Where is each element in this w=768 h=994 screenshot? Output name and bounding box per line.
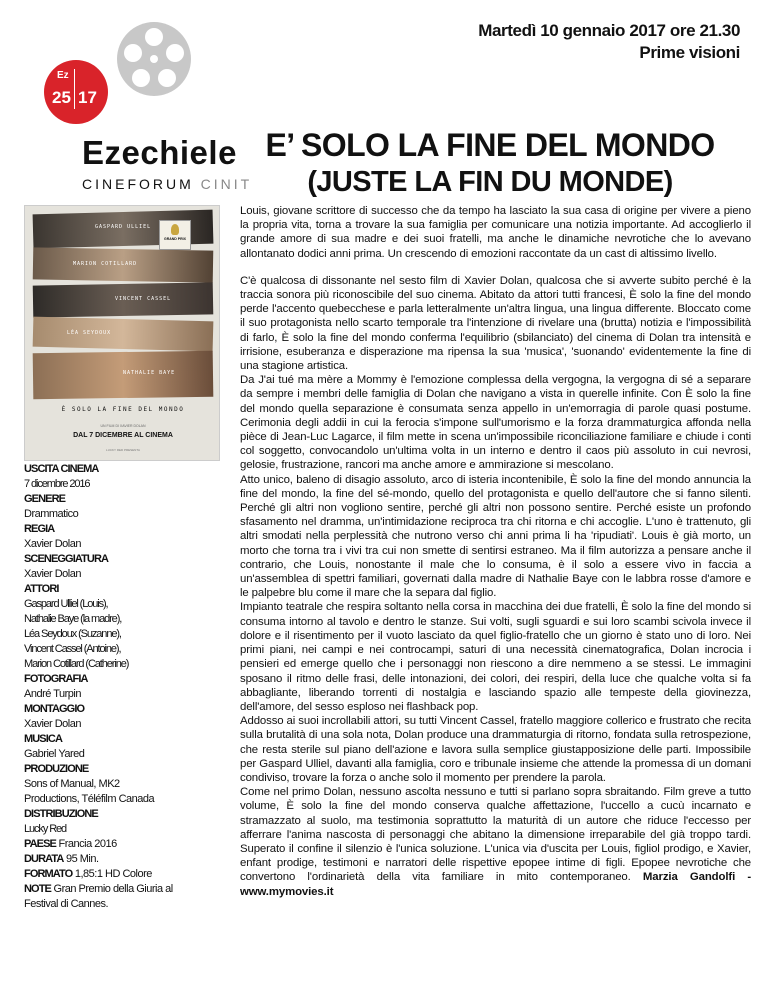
credit-value-distribution: Lucky Red xyxy=(24,823,67,835)
poster-footer-line: LUCKY RED PRESENTA xyxy=(106,448,140,452)
credit-value-country: Francia 2016 xyxy=(58,838,117,850)
credit-label-country: PAESE xyxy=(24,838,56,850)
credit-label-actors: ATTORI xyxy=(24,583,59,595)
credit-actor-4: Vincent Cassel (Antoine), xyxy=(24,643,121,655)
film-poster xyxy=(24,205,220,461)
credit-label-genre: GENERE xyxy=(24,493,66,505)
brand-subtitle xyxy=(82,176,252,192)
credit-label-release: USCITA CINEMA xyxy=(24,463,99,475)
credit-label-music: MUSICA xyxy=(24,733,62,745)
screening-info xyxy=(478,20,740,64)
poster-cast-1: GASPARD ULLIEL xyxy=(95,224,152,230)
review-paragraph-3: Atto unico, baleno di disagio assoluto, arco di isteria incontenibile, È solo la fine del mondo annuncia la fine del mondo, la fine del sé-mondo, quello del protagonista e quello dell'autore che si fanno silenti. Perché gli altri non vogliono sentire, perché gli altri non possono sentire. Perché esiste un profondo sfasamento nel dramma, un'intimidazione reciproca tra chi ritorna e chi accoglie. L'uno è trattenuto, gli altri smodati nella perplessità che nutrono verso chi anni prima li ha 'ripudiati'. Louis è già morto, un morto che torna tra i vivi tra cui non smette di sentirsi estraneo. Ma il film autorizza a pensare anche il contrario, che Louis, nonostante il male che lo consuma, è il solo a essere vivo in faccia a un'assemblea di spettri familiari, governati dalla madre di Nathalie Baye con le labbra rosse d'amore e le palpebre blu come il mare che la separa dal figlio. xyxy=(240,473,751,600)
poster-title: È SOLO LA FINE DEL MONDO xyxy=(61,406,185,413)
credit-label-duration: DURATA xyxy=(24,853,64,865)
poster-strip-4 xyxy=(33,317,214,352)
review-paragraph-6 xyxy=(240,785,751,899)
film-original-title: (JUSTE LA FIN DU MONDE) xyxy=(307,166,673,198)
review-paragraph-4: Impianto teatrale che respira soltanto nella corsa in macchina dei due fratelli, È solo la fine del mondo si consuma intorno al tavolo e dentro le stanze. Sui volti, sugli sguardi e sui loro scambi scivola invece il dolore e il risentimento per il vuoto lasciato da quel figlio-fratello che un giorno è stato uno di loro. Nei primi piani, nei campi e nei controcampi, saturi di una necessità cinematografica, Dolan incrocia i pensieri ed emerge quello che i personaggi non riescono a dire nemmeno a se stessi. Le immagini sposano il ritmo delle frasi, delle intonazioni, dei colori, dei respiri, della luce che qualche volta si fa abbagliante, liberando torrenti di nostalgia e lasciando spazio alle tempeste della giovinezza, dell'amore, del sesso esploso nei flashback pop. xyxy=(240,601,751,713)
credit-country xyxy=(24,837,224,852)
screening-date: Martedì 10 gennaio 2017 ore 21.30 xyxy=(478,21,740,40)
palm-icon xyxy=(171,224,179,235)
screening-category: Prime visioni xyxy=(639,43,740,62)
credit-format xyxy=(24,867,224,882)
credit-label-distribution: DISTRIBUZIONE xyxy=(24,808,98,820)
credit-production-1: Sons of Manual, MK2 xyxy=(24,778,120,790)
film-reel-icon xyxy=(115,20,193,98)
review-article xyxy=(240,204,751,899)
synopsis-paragraph: Louis, giovane scrittore di successo che da tempo ha lasciato la sua casa di origine per vivere a pieno la propria vita, torna a trovare la sua famiglia per comunicare una notizia importante. Ad accoglierlo il grande amore di sua madre e dei suoi fratelli, ma anche le dinamiche nevrotiche che lo avevano allontanato dodici anni prima. Un crescendo di emozioni raccontate da un cast di altissimo livello. xyxy=(240,205,751,260)
review-paragraph-2: Da J'ai tué ma mère a Mommy è l'emozione complessa della vergogna, la vergogna di sé a separare da sempre i membri delle famiglia di Dolan che navigano a vista in querelle infinite. Con È solo la fine del mondo quella separazione è consumata senza appello in un'emorragia di parole quasi postume. Cerimonia degli addii in cui la ferocia s'impone sull'umorismo e la forza drammaturgica affonda nella pièce di Jean-Luc Lagarce, il film mette in scena un'impossibile riconciliazione familiare e chiude i conti col soggetto, convocandolo un'ultima volta in un interno e dentro il caos più assoluto in cui nevrosi, gelosie, frustrazione, rancori ma anche amore e ammirazione si mescolano. xyxy=(240,374,751,472)
review-paragraph-1: C'è qualcosa di dissonante nel sesto film di Xavier Dolan, qualcosa che si avverte subito perché è la traccia sonora più riconoscibile del suo cinema. Abitato da attori tutti francesi, È solo la fine del mondo perde l'accento quebecchese e parla letteralmente un'altra lingua, una lingua differente. Bloccato come il suo protagonista nello scarto temporale tra l'intenzione di rivelare una (brutta) notizia e l'impossibilità di farlo, È solo la fine del mondo conferma l'equilibrio (sbilanciato) del cinema di Dolan tra intensità e irrisione, esuberanza e disperazione ma ripensa la sua 'musica', 'suonando' evidentemente la fine di una stagione artistica. xyxy=(240,274,751,373)
credit-value-photography: André Turpin xyxy=(24,688,81,700)
badge-number-right: 17 xyxy=(78,88,97,107)
poster-cast-2: MARION COTILLARD xyxy=(73,261,138,267)
credit-value-release: 7 dicembre 2016 xyxy=(24,478,90,490)
credit-label-photography: FOTOGRAFIA xyxy=(24,673,88,685)
credit-label-director: REGIA xyxy=(24,523,55,535)
credit-value-music: Gabriel Yared xyxy=(24,748,85,760)
film-title: E’ SOLO LA FINE DEL MONDO xyxy=(265,127,715,163)
credit-notes-2: Festival di Cannes. xyxy=(24,898,109,910)
credit-value-genre: Drammatico xyxy=(24,508,79,520)
film-credits xyxy=(24,462,224,912)
credit-value-editing: Xavier Dolan xyxy=(24,718,81,730)
review-paragraph-5: Addosso ai suoi incrollabili attori, su tutti Vincent Cassel, fratello maggiore collerico e frustrato che recita sulla brutalità di una sola nota, Dolan produce una drammaturgia di ritorno, fondata sulla retrospezione, che resta sterile sul piano dell'azione e lavora sulla semplice giustapposizione delle parti. Impossibile per Gaspard Ulliel, davanti alla famiglia, coro e tribunale insieme che attende la promessa di un domani condiviso, trovare la forza o anche solo il momento per prendere la parola. xyxy=(240,715,751,784)
credit-label-production: PRODUZIONE xyxy=(24,763,89,775)
badge-divider xyxy=(74,69,75,109)
poster-release-date: DAL 7 DICEMBRE AL CINEMA xyxy=(73,432,173,439)
credit-production-2: Productions, Téléfilm Canada xyxy=(24,793,155,805)
review-signature: Marzia Gandolfi - www.mymovies.it xyxy=(240,871,752,898)
credit-actor-5: Marion Cotillard (Catherine) xyxy=(24,658,129,670)
poster-cast-5: NATHALIE BAYE xyxy=(123,370,176,376)
ez-badge-logo xyxy=(44,60,108,124)
review-paragraph-6-text: Come nel primo Dolan, nessuno ascolta nessuno e tutti si parlano sopra sbraitando. Film greve a tutto volume, È solo la fine del mondo conserva qualche affettazione, l'uccello a cucù incarnato e stramazzato al suolo, ma testimonia soprattutto la maturità di un autore che riduce l'eccesso per afferrare l'anima nascosta di personaggi che abitano la dimensione irreparabile del già troppo tardi. Superato il confine il silenzio è l'unica soluzione. L'unica via d'uscita per Louis, figliol prodigo, e Xavier, enfant prodige, testimoni e narratori delle rispettive epopee intime di figli. Epopee nevrotiche che convertono l'ordinarietà della vita familiare in mito contemporaneo. xyxy=(240,786,751,884)
credit-value-screenplay: Xavier Dolan xyxy=(24,568,81,580)
cannes-award-badge xyxy=(159,220,191,250)
credit-notes xyxy=(24,882,224,897)
credit-label-screenplay: SCENEGGIATURA xyxy=(24,553,109,565)
credit-actor-1: Gaspard Ulliel (Louis), xyxy=(24,598,108,610)
credit-label-notes: NOTE xyxy=(24,883,51,895)
credit-duration xyxy=(24,852,224,867)
badge-label: Ez xyxy=(57,70,69,81)
brand-subtitle-main: CINEFORUM xyxy=(82,176,194,192)
credit-value-director: Xavier Dolan xyxy=(24,538,81,550)
credit-actor-3: Léa Seydoux (Suzanne), xyxy=(24,628,121,640)
credit-label-format: FORMATO xyxy=(24,868,73,880)
brand-subtitle-light: CINIT xyxy=(200,176,253,192)
credit-value-format: 1,85:1 HD Colore xyxy=(74,868,152,880)
poster-cast-4: LÉA SEYDOUX xyxy=(67,330,112,336)
credit-value-duration: 95 Min. xyxy=(65,853,99,865)
poster-cast-3: VINCENT CASSEL xyxy=(115,296,172,302)
credit-label-editing: MONTAGGIO xyxy=(24,703,85,715)
brand-name: Ezechiele xyxy=(82,134,237,171)
credit-actor-2: Nathalie Baye (la madre), xyxy=(24,613,122,625)
credit-notes-1: Gran Premio della Giuria al xyxy=(53,883,173,895)
badge-number-left: 25 xyxy=(52,88,71,107)
poster-credit-line: UN FILM DI XAVIER DOLAN xyxy=(100,424,146,428)
award-label: GRAND PRIX xyxy=(164,237,186,241)
